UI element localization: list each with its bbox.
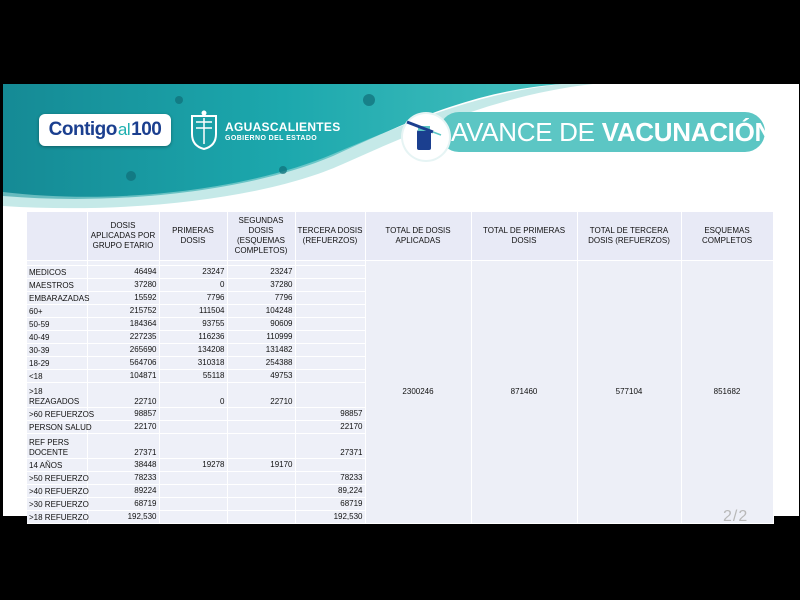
table-cell: 37280 [87, 279, 159, 292]
header-cell: DOSIS APLICADAS POR GRUPO ETARIO [87, 212, 159, 261]
row-label: PERSON SALUD [27, 421, 87, 434]
table-cell [227, 472, 295, 485]
table-cell [227, 511, 295, 524]
row-label: >60 REFUERZOS [27, 408, 87, 421]
table-cell: 192,530 [87, 511, 159, 524]
table-cell: 215752 [87, 305, 159, 318]
table-cell: 78233 [87, 472, 159, 485]
table-cell [227, 498, 295, 511]
table-cell: 15592 [87, 292, 159, 305]
table-cell: 22170 [295, 421, 365, 434]
table-cell: 22710 [227, 383, 295, 408]
table-cell: 0 [159, 279, 227, 292]
table-cell [159, 485, 227, 498]
table-cell [227, 408, 295, 421]
table-cell: 93755 [159, 318, 227, 331]
table-cell: 19278 [159, 459, 227, 472]
page-indicator: 2/2 [723, 508, 749, 525]
table-cell: 7796 [227, 292, 295, 305]
table-cell [295, 305, 365, 318]
row-label: MAESTROS [27, 279, 87, 292]
gov-line-1: AGUASCALIENTES [225, 120, 341, 134]
table-cell: 38448 [87, 459, 159, 472]
total-cell-total-tercera: 577104 [577, 261, 681, 524]
table-cell: 68719 [295, 498, 365, 511]
table-cell: 68719 [87, 498, 159, 511]
table-cell: 192,530 [295, 511, 365, 524]
row-label: 14 AÑOS [27, 459, 87, 472]
table-cell: 131482 [227, 344, 295, 357]
header-cell [27, 212, 87, 261]
table-cell: 227235 [87, 331, 159, 344]
table-cell: 19170 [227, 459, 295, 472]
row-label: >40 REFUERZO [27, 485, 87, 498]
row-label: MEDICOS [27, 266, 87, 279]
table-cell: 184364 [87, 318, 159, 331]
vaccination-table [27, 212, 774, 524]
table-cell: 23247 [227, 266, 295, 279]
header-cell: ESQUEMAS COMPLETOS [681, 212, 773, 261]
table-cell: 22170 [87, 421, 159, 434]
row-label: 30-39 [27, 344, 87, 357]
table-cell: 22710 [87, 383, 159, 408]
table-cell [295, 266, 365, 279]
table-cell [227, 485, 295, 498]
table-cell [295, 318, 365, 331]
vaccine-vial-icon [403, 114, 449, 160]
table-cell: 254388 [227, 357, 295, 370]
table-cell: 98857 [87, 408, 159, 421]
table-cell: 104871 [87, 370, 159, 383]
row-label: >50 REFUERZO [27, 472, 87, 485]
table-cell: 111504 [159, 305, 227, 318]
table-cell [295, 370, 365, 383]
row-label: EMBARAZADAS [27, 292, 87, 305]
table-cell [295, 292, 365, 305]
row-label: 18-29 [27, 357, 87, 370]
table-cell [159, 421, 227, 434]
row-label: REF PERS DOCENTE [27, 434, 87, 459]
row-label: >30 REFUERZO [27, 498, 87, 511]
slide [3, 84, 799, 525]
row-label: 50-59 [27, 318, 87, 331]
table-cell [159, 434, 227, 459]
table-cell: 564706 [87, 357, 159, 370]
gov-line-2: GOBIERNO DEL ESTADO [225, 135, 318, 142]
table-cell: 78233 [295, 472, 365, 485]
header-row [27, 212, 773, 261]
header-cell: TERCERA DOSIS (REFUERZOS) [295, 212, 365, 261]
table-cell: 310318 [159, 357, 227, 370]
total-cell-esquemas: 851682 [681, 261, 773, 524]
table-cell: 46494 [87, 266, 159, 279]
table-cell [295, 383, 365, 408]
table-cell: 27371 [87, 434, 159, 459]
table-cell: 27371 [295, 434, 365, 459]
table-cell: 89224 [87, 485, 159, 498]
header-cell: TOTAL DE PRIMERAS DOSIS [471, 212, 577, 261]
state-seal-icon [189, 110, 219, 150]
table-cell: 104248 [227, 305, 295, 318]
table-cell [295, 279, 365, 292]
header-cell: TOTAL DE TERCERA DOSIS (REFUERZOS) [577, 212, 681, 261]
table-cell: 134208 [159, 344, 227, 357]
table-cell [295, 331, 365, 344]
table-cell [159, 472, 227, 485]
table-cell: 55118 [159, 370, 227, 383]
table-cell: 98857 [295, 408, 365, 421]
table-cell: 110999 [227, 331, 295, 344]
header-cell: TOTAL DE DOSIS APLICADAS [365, 212, 471, 261]
table-cell [295, 344, 365, 357]
table-cell: 116236 [159, 331, 227, 344]
header-cell: SEGUNDAS DOSIS (ESQUEMAS COMPLETOS) [227, 212, 295, 261]
table-cell [159, 498, 227, 511]
table-cell: 89,224 [295, 485, 365, 498]
row-label: 40-49 [27, 331, 87, 344]
table-cell [295, 459, 365, 472]
row-label: <18 [27, 370, 87, 383]
table-cell [227, 434, 295, 459]
page-title [439, 112, 773, 152]
table-cell: 49753 [227, 370, 295, 383]
row-label: >18 REZAGADOS [27, 383, 87, 408]
table-cell: 0 [159, 383, 227, 408]
contigo-al-100-logo: Contigo al 100 [39, 114, 171, 146]
table-cell [159, 511, 227, 524]
table-cell [295, 357, 365, 370]
row-label: >18 REFUERZO [27, 511, 87, 524]
table-cell: 7796 [159, 292, 227, 305]
table-cell [159, 408, 227, 421]
total-cell-total-primeras: 871460 [471, 261, 577, 524]
row-label: 60+ [27, 305, 87, 318]
government-name [225, 120, 341, 142]
table-cell: 90609 [227, 318, 295, 331]
table-cell: 37280 [227, 279, 295, 292]
title-part-1: AVANCE DE [451, 116, 595, 147]
table-cell: 265690 [87, 344, 159, 357]
title-part-2: VACUNACIÓN [601, 116, 773, 147]
table-cell: 23247 [159, 266, 227, 279]
table-body [27, 261, 773, 524]
header-cell: PRIMERAS DOSIS [159, 212, 227, 261]
table-cell [227, 421, 295, 434]
total-cell-total-dosis: 2300246 [365, 261, 471, 524]
vaccine-badge [403, 114, 449, 160]
